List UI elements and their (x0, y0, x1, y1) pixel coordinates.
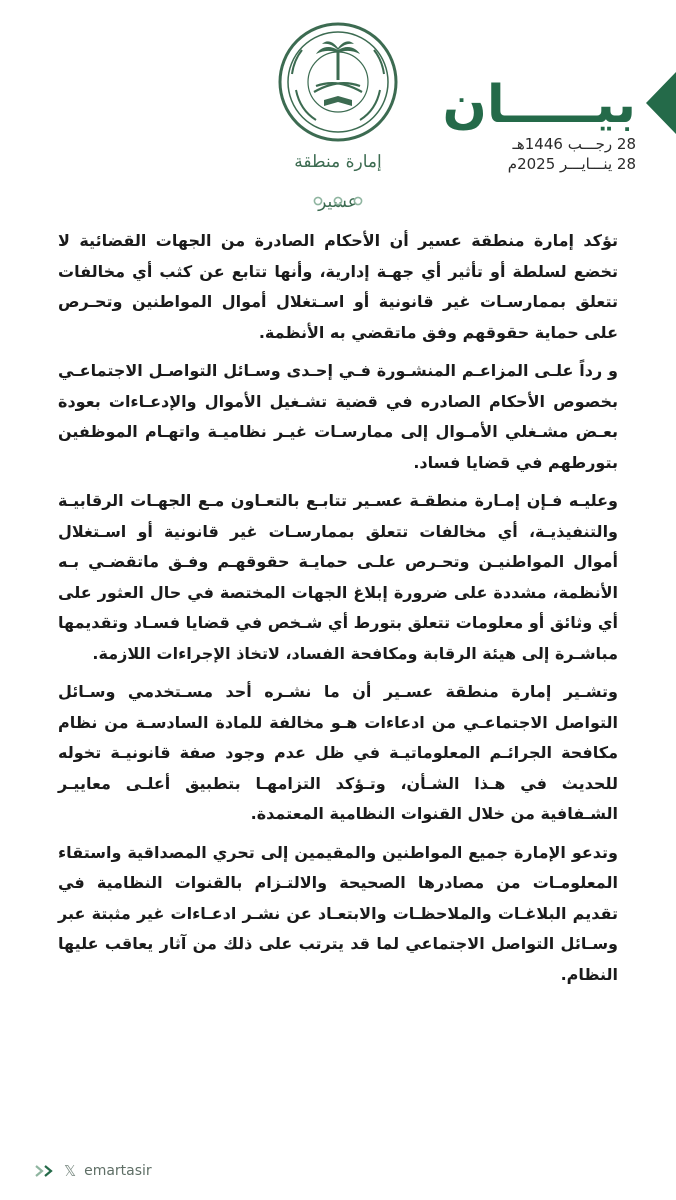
emblem-icon (276, 20, 400, 144)
statement-body (58, 226, 618, 998)
date-hijri: 28 رجـــب 1446هـ (512, 135, 636, 153)
paragraph-1: تؤكد إمارة منطقة عسير أن الأحكام الصادرة من الجهات القضائية لا تخضع لسلطة أو تأثير أي جهـة إدارية، وأنها تتابع عن كثب أي مخالفات تتعلق بممارسـات غير قانونية أو اسـتغلال أموال المواطنين وتحـرص على حماية حقوقهم وفق ماتقضي به الأنظمة. (58, 231, 618, 342)
social-handle[interactable]: emartasir (84, 1163, 152, 1179)
paragraph-4: وتشـير إمارة منطقة عسـير أن ما نشـره أحد مسـتخدمي وسـائل التواصل الاجتماعـي من ادعاءات هـو مخالفة للمادة السادسـة من نظام مكافحة الجرائـم المعلوماتيـة في ظل عدم وجود صفة قانونيـة تخوله للحديث في هـذا الشـأن، وتـؤكد التزامهـا بتطبيق أعلـى معاييـر الشـفافية من خلال القنوات النظامية المعتمدة. (58, 682, 618, 823)
arrow-tab-icon (642, 72, 676, 134)
paragraph-3: وعليـه فـإن إمـارة منطقـة عسـير تتابـع بالتعـاون مـع الجهـات الرقابيـة والتنفيذيـة، أي مخالفات تتعلق بممارسـات غير قانونية أو اسـتغلال أموال المواطنيـن وتحـرص علـى حمايـة حقوقهـم وفـق ماتقضـي بـه الأنظمة، مشددة على ضرورة إبلاغ الجهات المختصة في حال العثور على أي وثائق أو معلومات تتعلق بتورط أي شـخص في قضايا فسـاد وتقديمها مباشـرة إلى هيئة الرقابة ومكافحة الفساد، لاتخاذ الإجراءات اللازمة. (58, 491, 618, 663)
title-block (416, 76, 636, 174)
page-title: بيـــــان (442, 75, 636, 135)
emirate-logo (276, 20, 400, 212)
paragraph-5: وتدعو الإمارة جميع المواطنين والمقيمين إلى تحري المصداقية واستقاء المعلومـات من مصادرها الصحيحة والالتـزام بالقنوات النظامية في تقديم البلاغـات والملاحظـات والابتعـاد عن نشـر ادعـاءات غير مثبتة عبر وسـائل التواصل الاجتماعي لما قد يترتب على ذلك من آثار يعاقب عليها النظام. (58, 842, 618, 984)
x-icon: 𝕏 (64, 1162, 77, 1180)
footer (34, 1160, 152, 1182)
double-chevron-icon (34, 1164, 56, 1178)
logo-caption: إمارة منطقة عسير (294, 152, 382, 212)
date-gregorian: 28 ينـــايـــر 2025م (507, 155, 636, 173)
decorative-dots-icon (310, 194, 366, 208)
paragraph-2: و رداً علـى المزاعـم المنشـورة فـي إحـدى وسـائل التواصـل الاجتماعـي بخصوص الأحكام الصادره في قضية تشـغيل الأموال والإدعـاءات بعودة بعـض مشـغلي الأمـوال إلى ممارسـات غيـر نظاميـة واتهـام الموظفين بتورطهم في قضايا فساد. (58, 361, 618, 472)
header (0, 0, 676, 212)
